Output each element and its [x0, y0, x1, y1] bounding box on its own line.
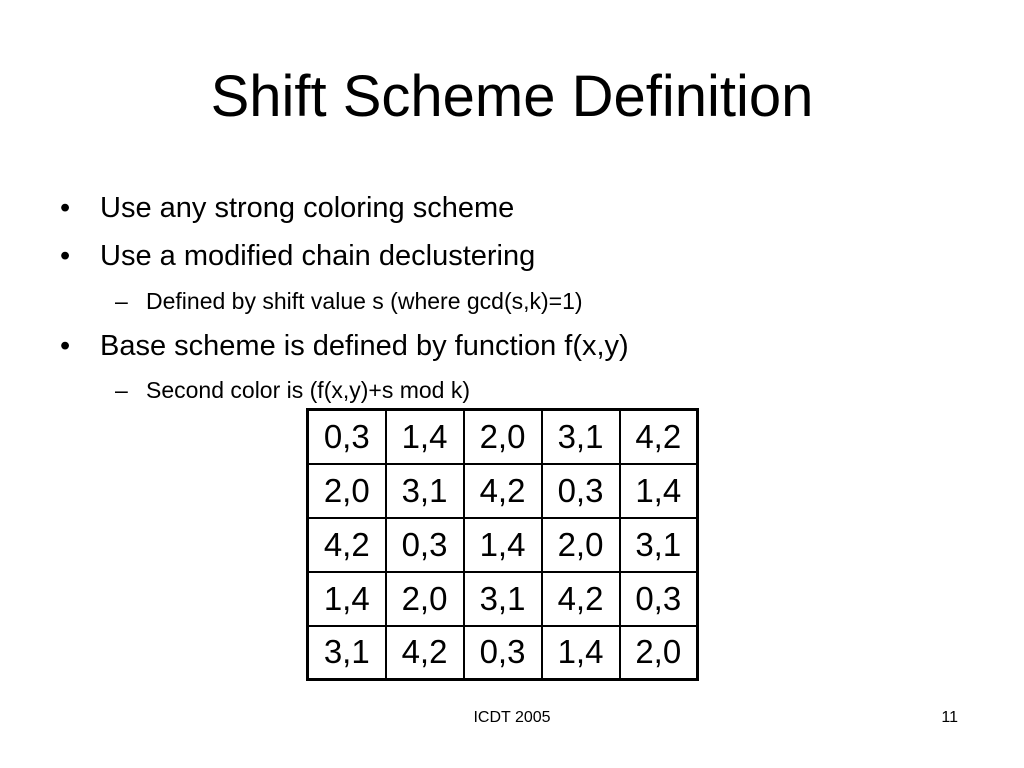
table-cell: 0,3 [464, 626, 542, 680]
table-cell: 4,2 [464, 464, 542, 518]
table-row [308, 572, 698, 626]
table-cell: 0,3 [308, 410, 386, 464]
sub-bullet-item [115, 287, 583, 315]
table-row [308, 518, 698, 572]
bullet-item [60, 239, 536, 273]
table-cell: 3,1 [308, 626, 386, 680]
table-cell: 4,2 [386, 626, 464, 680]
table-cell: 2,0 [464, 410, 542, 464]
sub-bullet-marker: – [115, 288, 128, 314]
table-row [308, 410, 698, 464]
table-cell: 3,1 [386, 464, 464, 518]
bullet-item [60, 329, 629, 363]
bullet-text: Base scheme is defined by function f(x,y) [100, 330, 629, 362]
table-row [308, 626, 698, 680]
table-cell: 2,0 [620, 626, 698, 680]
sub-bullet-marker: – [115, 377, 128, 403]
sub-bullet-item [115, 376, 471, 404]
table-cell: 3,1 [542, 410, 620, 464]
table-cell: 4,2 [308, 518, 386, 572]
slide-title: Shift Scheme Definition [210, 64, 814, 129]
table-cell: 1,4 [542, 626, 620, 680]
table-cell: 1,4 [464, 518, 542, 572]
bullet-marker: • [60, 330, 71, 362]
table-cell: 2,0 [542, 518, 620, 572]
table-cell: 1,4 [386, 410, 464, 464]
slide-number: 11 [941, 709, 958, 726]
sub-bullet-text: Defined by shift value s (where gcd(s,k)=1) [146, 288, 583, 314]
bullet-marker: • [60, 192, 71, 224]
sub-bullet-text: Second color is (f(x,y)+s mod k) [146, 377, 471, 403]
bullet-text: Use any strong coloring scheme [100, 192, 515, 224]
table-cell: 1,4 [308, 572, 386, 626]
table-cell: 2,0 [386, 572, 464, 626]
table-cell: 2,0 [308, 464, 386, 518]
table-cell: 4,2 [620, 410, 698, 464]
table-row [308, 464, 698, 518]
table-cell: 0,3 [386, 518, 464, 572]
bullet-text: Use a modified chain declustering [100, 240, 536, 272]
color-grid-table [306, 408, 699, 681]
table-cell: 0,3 [620, 572, 698, 626]
table-cell: 1,4 [620, 464, 698, 518]
bullet-marker: • [60, 240, 71, 272]
footer-conference: ICDT 2005 [473, 709, 551, 726]
bullet-item [60, 191, 515, 225]
table-cell: 3,1 [464, 572, 542, 626]
table-cell: 0,3 [542, 464, 620, 518]
table-cell: 4,2 [542, 572, 620, 626]
table-cell: 3,1 [620, 518, 698, 572]
